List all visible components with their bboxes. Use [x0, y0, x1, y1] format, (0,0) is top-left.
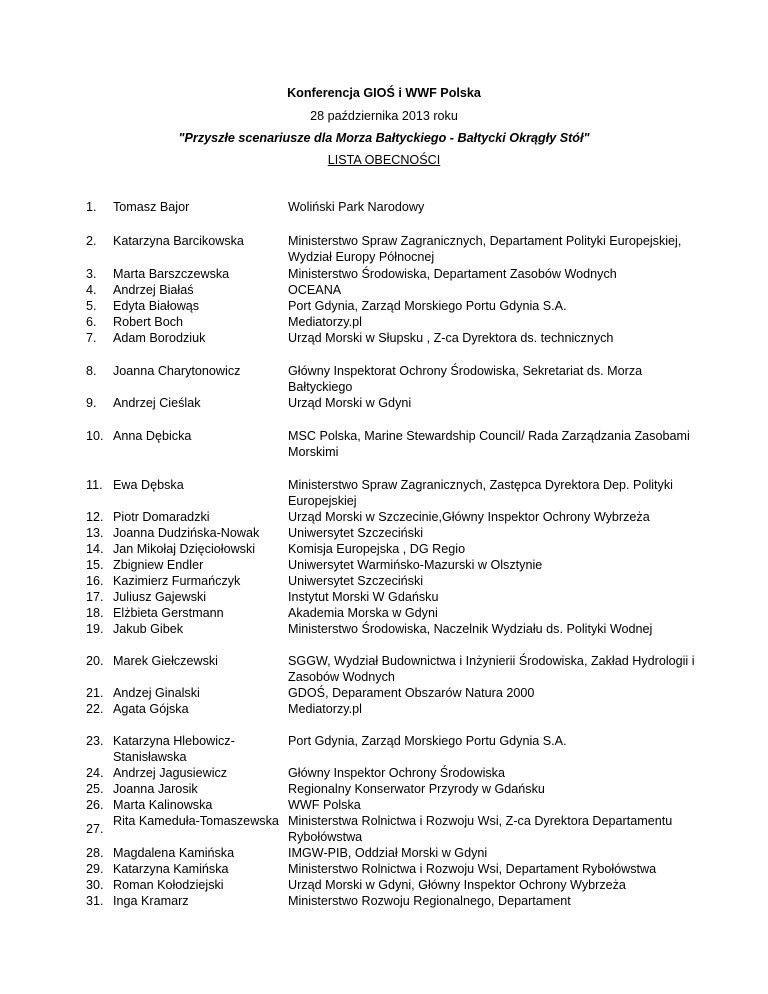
conference-date: 28 października 2013 roku	[310, 109, 458, 123]
attendee-number: 13.	[86, 526, 104, 540]
attendee-organization: Komisja Europejska , DG Regio	[288, 542, 466, 556]
attendee-organization: SGGW, Wydział Budownictwa i Inżynierii Środowiska, Zakład Hydrologii i Zasobów Wodnych	[288, 654, 695, 684]
attendee-number: 12.	[86, 510, 104, 524]
attendee-name: Roman Kołodziejski	[113, 878, 224, 892]
attendee-organization: Regionalny Konserwator Przyrody w Gdańsku	[288, 782, 545, 796]
attendee-number: 19.	[86, 622, 104, 636]
attendee-name: Andrzej Białaś	[113, 283, 194, 297]
attendee-name: Adam Borodziuk	[113, 331, 206, 345]
attendee-name: Zbigniew Endler	[113, 558, 204, 572]
attendee-name: Andrzej Cieślak	[113, 396, 201, 410]
attendee-name: Katarzyna Barcikowska	[113, 234, 244, 248]
attendee-name: Marek Giełczewski	[113, 654, 218, 668]
attendee-name: Joanna Dudzińska-Nowak	[113, 526, 260, 540]
attendee-organization: IMGW-PIB, Oddział Morski w Gdyni	[288, 846, 488, 860]
attendee-number: 14.	[86, 542, 104, 556]
attendee-name: Jan Mikołaj Dzięciołowski	[113, 542, 256, 556]
attendee-organization: Urząd Morski w Szczecinie,Główny Inspektor Ochrony Wybrzeża	[288, 510, 650, 524]
attendee-number: 6.	[86, 315, 97, 329]
attendee-name: Kazimierz Furmańczyk	[113, 574, 241, 588]
attendee-organization: GDOŚ, Deparament Obszarów Natura 2000	[288, 686, 535, 700]
attendee-organization: Ministerstwo Środowiska, Departament Zasobów Wodnych	[288, 267, 617, 281]
attendee-number: 2.	[86, 234, 97, 248]
conference-subtitle: "Przyszłe scenariusze dla Morza Bałtyckiego - Bałtycki Okrągły Stół"	[178, 131, 590, 145]
attendee-organization: MSC Polska, Marine Stewardship Council/ Rada Zarządzania Zasobami Morskimi	[288, 429, 690, 459]
attendee-organization: Urząd Morski w Słupsku , Z-ca Dyrektora ds. technicznych	[288, 331, 614, 345]
attendee-organization: Port Gdynia, Zarząd Morskiego Portu Gdynia S.A.	[288, 734, 567, 748]
attendee-organization: Uniwersytet Szczeciński	[288, 526, 424, 540]
attendee-organization: Główny Inspektor Ochrony Środowiska	[288, 766, 505, 780]
attendee-name: Tomasz Bajor	[113, 200, 190, 214]
attendee-organization: Woliński Park Narodowy	[288, 200, 425, 214]
attendee-organization: Urząd Morski w Gdyni, Główny Inspektor Ochrony Wybrzeża	[288, 878, 626, 892]
attendee-organization: Ministerstwo Spraw Zagranicznych, Departament Polityki Europejskiej, Wydział Europy Północnej	[288, 234, 682, 264]
attendee-number: 1.	[86, 200, 97, 214]
attendee-organization: Ministerstwo Rolnictwa i Rozwoju Wsi, Departament Rybołówstwa	[288, 862, 657, 876]
attendee-number: 24.	[86, 766, 104, 780]
attendee-number: 5.	[86, 299, 97, 313]
attendee-name: Juliusz Gajewski	[113, 590, 207, 604]
attendee-name: Elżbieta Gerstmann	[113, 606, 224, 620]
attendee-number: 21.	[86, 686, 104, 700]
attendee-name: Marta Barszczewska	[113, 267, 230, 281]
attendee-organization: Port Gdynia, Zarząd Morskiego Portu Gdynia S.A.	[288, 299, 567, 313]
attendee-number: 25.	[86, 782, 104, 796]
attendee-organization: Ministerstwa Rolnictwa i Rozwoju Wsi, Z-ca Dyrektora Departamentu Rybołówstwa	[288, 814, 673, 844]
attendee-organization: Ministerstwo Spraw Zagranicznych, Zastępca Dyrektora Dep. Polityki Europejskiej	[288, 478, 673, 508]
attendee-name: Joanna Charytonowicz	[113, 364, 241, 378]
attendee-name: Agata Gójska	[113, 702, 189, 716]
attendee-name: Katarzyna Kamińska	[113, 862, 229, 876]
attendee-name: Edyta Białowąs	[113, 299, 200, 313]
attendee-name: Andrzej Jagusiewicz	[113, 766, 228, 780]
attendee-number: 27.	[86, 822, 104, 836]
attendee-name: Ewa Dębska	[113, 478, 184, 492]
attendee-name: Piotr Domaradzki	[113, 510, 210, 524]
list-title-text: LISTA OBECNOŚCI	[327, 153, 441, 167]
attendee-number: 29.	[86, 862, 104, 876]
attendee-name: Katarzyna Hlebowicz-Stanisławska	[113, 734, 235, 764]
attendee-organization: Ministerstwo Rozwoju Regionalnego, Departament	[288, 894, 571, 908]
attendee-number: 26.	[86, 798, 104, 812]
attendee-organization: OCEANA	[288, 283, 342, 297]
conference-title: Konferencja GIOŚ i WWF Polska	[287, 86, 481, 100]
attendee-organization: Uniwersytet Szczeciński	[288, 574, 424, 588]
attendee-number: 30.	[86, 878, 104, 892]
attendee-name: Rita Kameduła-Tomaszewska	[113, 814, 279, 828]
attendee-number: 17.	[86, 590, 104, 604]
attendee-name: Joanna Jarosik	[113, 782, 198, 796]
attendee-organization: Urząd Morski w Gdyni	[288, 396, 412, 410]
attendee-name: Andzej Ginalski	[113, 686, 200, 700]
attendee-number: 3.	[86, 267, 97, 281]
attendee-number: 31.	[86, 894, 104, 908]
list-title	[0, 152, 768, 168]
attendee-organization: Mediatorzy.pl	[288, 702, 362, 716]
attendee-organization: Główny Inspektorat Ochrony Środowiska, Sekretariat ds. Morza Bałtyckiego	[288, 364, 643, 394]
attendee-number: 28.	[86, 846, 104, 860]
attendee-number: 22.	[86, 702, 104, 716]
attendee-organization: Mediatorzy.pl	[288, 315, 362, 329]
attendee-name: Magdalena Kamińska	[113, 846, 235, 860]
attendee-organization: Uniwersytet Warmińsko-Mazurski w Olsztynie	[288, 558, 543, 572]
attendee-number: 10.	[86, 429, 104, 443]
attendee-organization: Instytut Morski W Gdańsku	[288, 590, 439, 604]
attendee-name: Inga Kramarz	[113, 894, 189, 908]
attendee-organization: Akademia Morska w Gdyni	[288, 606, 438, 620]
attendee-number: 4.	[86, 283, 97, 297]
attendee-number: 18.	[86, 606, 104, 620]
attendee-name: Anna Dębicka	[113, 429, 192, 443]
attendee-name: Marta Kalinowska	[113, 798, 213, 812]
attendee-organization: Ministerstwo Środowiska, Naczelnik Wydziału ds. Polityki Wodnej	[288, 622, 653, 636]
attendee-name: Jakub Gibek	[113, 622, 184, 636]
attendee-number: 15.	[86, 558, 104, 572]
attendee-number: 23.	[86, 734, 104, 748]
attendee-number: 8.	[86, 364, 97, 378]
attendee-number: 11.	[86, 478, 103, 492]
attendee-name: Robert Boch	[113, 315, 184, 329]
attendee-number: 9.	[86, 396, 97, 410]
attendee-number: 20.	[86, 654, 104, 668]
attendee-number: 16.	[86, 574, 104, 588]
attendee-number: 7.	[86, 331, 97, 345]
attendee-organization: WWF Polska	[288, 798, 361, 812]
